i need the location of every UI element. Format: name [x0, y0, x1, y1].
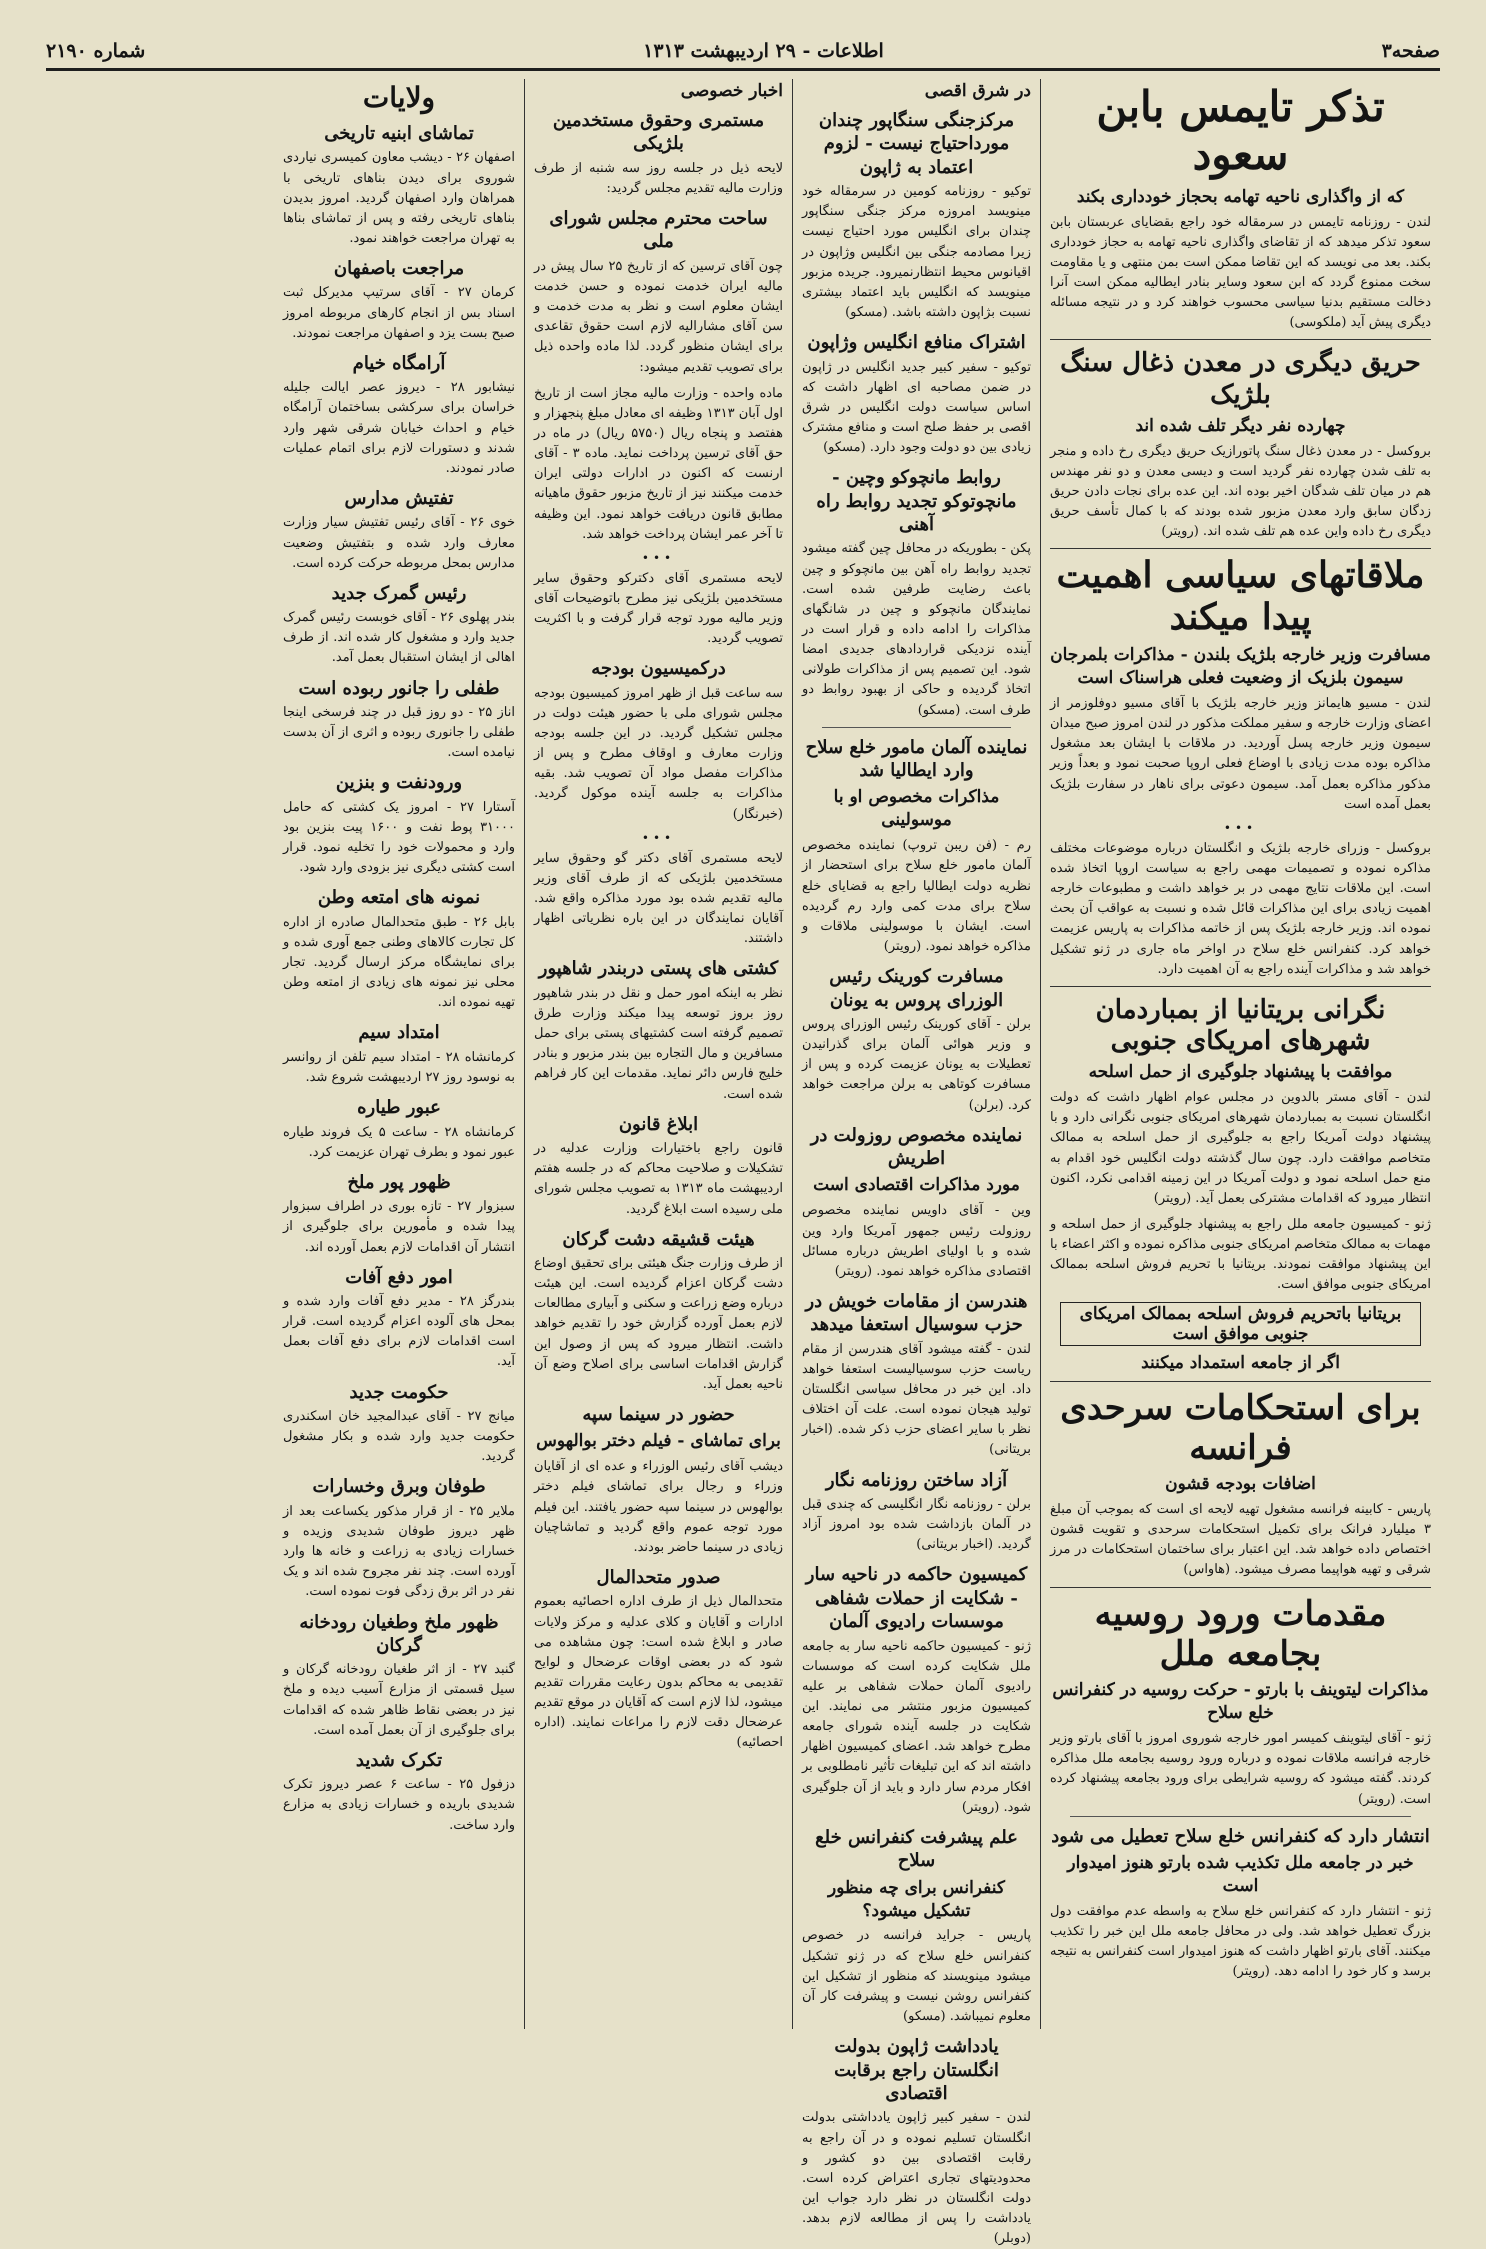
prov-return-isfahan-body: کرمان ۲۷ - آقای سرتیپ مدیرکل ثبت اسناد بس از انجام کارهای مربوطه امروز صبح بست یزد و اصفهان مراجعت نمودند. [283, 285, 515, 341]
article-south-america-headline: نگرانی بریتانیا از بمباردمان شهرهای امریکای جنوبی [1095, 994, 1386, 1057]
divider [1050, 1381, 1431, 1382]
prov-gorgan-flood-body: گنبد ۲۷ - از اثر طغیان رودخانه گرکان و سیل قسمتی از مزارع آسیب دیده و ملخ نیز در بعضی نقاط ظاهر شده که اقدامات برای جلوگیری از آن بعمل آمده است. [283, 1662, 515, 1738]
article-france-fortifications-headline: برای استحکامات سرحدی فرانسه [1060, 1387, 1421, 1469]
article-henderson-body: لندن - گفته میشود آقای هندرسن از مقام ریاست حزب سوسیالیست استعفا خواهد داد. این خبر در محافل سیاسی انگلستان تولید هیجان نموده است. علت آن اختلاف نظر با سایر اعضای حزب ذکر شده. (اخبار بریتانی) [802, 1341, 1031, 1458]
article-cinema-sepah-subhead: برای تماشای - فیلم دختر بوالهوس [536, 1431, 781, 1452]
article-belgium-mine-fire-body: بروکسل - در معدن ذغال سنگ پاتورازیک حریق دیگری رخ داده و منجر به تلف شدن چهارده نفر گردید است و دیسی معدن و دو نفر مهندس هم در میان تلف شدگان اخیر بوده اند. این عده برای نجات دادن حریق زدگان سابق وارد معدن مزبور شده بودند که با کمال تأسف حریق دیگری رخ داده واین عده هم تلف شده اند. (رویتر) [1050, 443, 1431, 540]
masthead [46, 40, 1440, 71]
prov-school-inspection-headline: تفتیش مدارس [344, 488, 454, 509]
article-gorgan-commission-body: از طرف وزارت جنگ هیئتی برای تحقیق اوضاع دشت گرکان اعزام گردیده است. این هیئت درباره وضع زراعت و سکنی و آبیاری مطالعات لازم بعمل آورده گزارش خود را تقدیم خواهد داشت. انتظار میرود که پس از وصول این گزارش اقدامات اساسی برای اصلاح وضع آن ناحیه بعمل آید. [534, 1256, 783, 1392]
article-german-envoy-subhead: مذاکرات مخصوص او با موسولینی [833, 787, 1000, 831]
prov-national-goods-headline: نمونه های امتعه وطن [317, 887, 481, 909]
section-stars: ••• [1223, 820, 1258, 835]
article-german-envoy-body: رم - (فن ریبن تروپ) نماینده مخصوص آلمان مامور خلع سلاح برای استحضار از نظریه دولت ایطالیا راجع به قضایای خلع سلاح برای مدت کمی وارد رم گردیده است. ایشان با موسولینی ملاقات و مذاکره خواهد نمود. (رویتر) [802, 838, 1031, 955]
article-south-america-body: لندن - آقای مستر بالدوین در مجلس عوام اظهار داشت که دولت انگلستان نسبت به بمباردمان شهرهای امریکای جنوبی نگرانی دارد و با پیشنهاد دولت آمریکا راجع به جلوگیری از حمل اسلحه به ممالک متخاصم موافقت دارد. چون سال گذشته دولت انگلیس خود اقدام به منع حمل اسلحه نمود و دولت آمریکا در این زمینه اقدامی نکرد، اکنون انتظار میرود که اقدامات مشترکی بعمل آید. (رویتر) [1050, 1090, 1431, 1206]
prov-national-goods-body: بابل ۲۶ - طبق متحدالمال صادره از اداره کل تجارت کالاهای وطنی جمع آوری شده و برای نمایشگاه مرکز ارسال گردید. تجار محلی نیز نمونه های زیادی از امتعه وطن تهیه نموده اند. [283, 914, 515, 1011]
article-shahpur-ships-headline: کشتی های پستی دربندر شاهپور [538, 958, 779, 980]
prov-airplane-headline: عبور طیاره [357, 1097, 441, 1119]
article-saar-headline: کمیسیون حاکمه در ناحیه سار - شکایت از حملات شفاهی موسسات رادیوی آلمان [805, 1564, 1028, 1633]
article-political-meetings-body: لندن - مسیو هایمانز وزیر خارجه بلژیک با آقای مسیو دوفلوزمر از اعضای وزارت خارجه و سفیر مملکت مذکور در لندن امروز صبح میدان سیمون وزیر خارجه پسل آوردید. در ملاقات با ایشان بعد مشغول مذاکره بوده مدت زیادی با اوضاع فعلی اروپا صحبت نمود و بعداً وزیر مذکور مذاکره بعمل آمد. سیمون دعوتی برای ناهار در سفارت بلژیک بعمل آمده است [1050, 696, 1431, 812]
prov-khayyam-tomb-body: نیشابور ۲۸ - دیروز عصر ایالت جلیله خراسان برای سرکشی بساختمان آرامگاه خیام و احداث خیابان شرقی شهر وارد شدند و دستورات لازم برای اتمام عملیات صادر نمودند. [283, 380, 515, 476]
article-anglo-japan-body: توکیو - سفیر کبیر جدید انگلیس در ژاپون در ضمن مصاحبه ای اظهار داشت که اساس سیاست دولت انگلیس در شرق اقصی بر حفظ صلح است و منافع مشترک زیادی بین دو دولت وجود دارد. (مسکو) [802, 359, 1031, 456]
column-foreign-news [1040, 79, 1440, 2029]
prov-locust-body: سبزوار ۲۷ - تازه بوری در اطراف سبزوار پیدا شده و مأمورین برای جلوگیری از انتشار آن اقدامات لازم بعمل آورده اند. [283, 1199, 515, 1255]
article-journalist-released-headline: آزاد ساختن روزنامه نگار [825, 1469, 1008, 1491]
article-france-fortifications-subhead: اضافات بودجه قشون [1165, 1474, 1316, 1495]
article-circular-body: متحدالمال ذیل از طرف اداره احصائیه بعموم ادارات و آقایان و کلای عدلیه و مرکز ولایات صادر و ابلاغ شده است: چون مشاهده می شود که در بعضی اوقات عرضحال و لوایح تقدیمی به محاکم بدون رعایت مقررات تقدیم میشود، لذا لازم است که آقایان در موقع تقدیم عرضحال دقت لازم را مراعات نمایند. (اداره احصائیه) [534, 1594, 783, 1751]
prov-storm-body: ملایر ۲۵ - از قرار مذکور یکساعت بعد از ظهر دیروز طوفان شدیدی وزیده و خسارات زیادی به زراعت و خانه ها وارد آورده است. چند نفر مجروح شده اند و یک نفر در اثر برق زدگی فوت نموده است. [283, 1503, 515, 1600]
divider [1050, 548, 1431, 549]
section-stars: ••• [641, 550, 676, 565]
article-times-ibn-saud-body: لندن - روزنامه تایمس در سرمقاله خود راجع بقضایای عربستان بابن سعود تذکر میدهد که از تقاضای واگذاری ناحیه تهامه به حجاز خودداری بکند. بعد می نویسد که این تقاضا ممکن است بمن منتهی و یا مقاومت سخت ممنوع گردد که ابن سعود وسایر بنادر ایطالیه ممکن است آنرا دخالت مستقیم بدنیا سیاسی محسوب خواهند کرد و در نتیجه مسائله دیگری پیش آید (ملکوسی) [1050, 214, 1431, 331]
article-circular-headline: صدور متحدالمال [596, 1567, 721, 1589]
article-roosevelt-austria-body: وین - آقای داویس نماینده مخصوص روزولت رئیس جمهور آمریکا وارد وین شده و با اولیای اطریش درباره مسائل اقتصادی مذاکره خواهد نمود. (رویتر) [802, 1203, 1031, 1279]
prov-locust-headline: ظهور پور ملخ [347, 1171, 451, 1193]
section-stars: ••• [641, 830, 676, 845]
divider [822, 727, 1011, 728]
prov-storm-headline: طوفان وبرق وخسارات [312, 1476, 486, 1498]
article-south-america-subhead: موافقت با پیشنهاد جلوگیری از حمل اسلحه [1088, 1062, 1393, 1083]
article-belgian-pensions-body: لایحه ذیل در جلسه روز سه شنبه از طرف وزارت مالیه تقدیم مجلس گردید: [534, 160, 783, 196]
prov-return-isfahan-headline: مراجعت باصفهان [333, 258, 465, 280]
prov-historic-monuments-body: اصفهان ۲۶ - دیشب معاون کمیسری نیاردی شوروی برای دیدن بناهای تاریخی با همراهان وارد اصفهان گردید. امروز بدیدن بناهای تاریخی رفته و پس از تماشای بناها به تهران مراجعت خواهند نمود. [283, 150, 515, 246]
article-manchukuo-headline: روابط مانچوکو وچین - مانچوتوکو تجدید روابط راه آهنی [816, 467, 1017, 536]
article-budget-commission-body-2: لایحه مستمری آقای دکتر گو وحقوق سایر مستخدمین بلژیکی که از طرف آقای وزیر مالیه تقدیم شده بود مورد مذاکره واقع شد. آقایان نمایندگان در این باره نظریاتی اظهار داشتند. [534, 850, 783, 947]
prov-hail-body: دزفول ۲۵ - ساعت ۶ عصر دیروز تکرک شدیدی باریده و خسارات زیادی به مزارع وارد ساخت. [283, 1777, 516, 1833]
column-private-news-title: اخبار خصوصی [680, 81, 783, 101]
article-south-america-body-2: ژنو - کمیسیون جامعه ملل راجع به پیشنهاد جلوگیری از حمل اسلحه و مهمات به ممالک متخاصم امریکای جنوبی مذاکره نموده و اکثر اعضاء با این پیشنهاد موافقت نمودند. بریتانیا با تحریم فروش اسلحه بممالک امریکای جنوبی موافق است. [1050, 1217, 1431, 1293]
prov-wire-body: کرمانشاه ۲۸ - امتداد سیم تلفن از روانسر به نوسود روز ۲۷ اردیبهشت شروع شد. [283, 1049, 516, 1086]
article-roosevelt-austria-subhead: مورد مذاکرات اقتصادی است [813, 1175, 1020, 1196]
issue-number: شماره ۲۱۹۰ [46, 40, 146, 62]
article-singapore-headline: مرکزجنگی سنگاپور چندان مورداحتیاج نیست - لزوم اعتماد به ژاپون [818, 110, 1015, 178]
article-belgium-mine-fire-subhead: چهارده نفر دیگر تلف شده اند [1135, 415, 1346, 436]
article-times-ibn-saud-subhead: که از واگذاری ناحیه تهامه بحجاز خودداری بکند [1076, 186, 1405, 207]
article-cinema-sepah-headline: حضور در سینما سپه [582, 1404, 735, 1426]
article-singapore-body: توکیو - روزنامه کومین در سرمقاله خود مینویسد امروزه مرکز جنگی سنگاپور چندان برای انگلیس مورد احتیاج نیست زیرا مصادمه جنگی بین انگلیس وژاپون در اقیانوس محیط انتظارنمیرود. جریده مزبور مینویسد که انگلیس باید اعتماد بیشتری نسبت بژاپون داشته باشد. (مسکو) [802, 184, 1031, 321]
article-disarmament-progress-body: پاریس - جراید فرانسه در خصوص کنفرانس خلع سلاح که در ژنو تشکیل میشود مینویسند که منظور از تشکیل این کنفرانس روشن نیست و پیشرفت کار آن معلوم نمیباشد. (مسکو) [802, 1928, 1031, 2025]
column-provinces-title: ولایات [362, 81, 436, 114]
article-goering-greece-headline: مسافرت کورینک رئیس الوزرای پروس به یونان [829, 966, 1004, 1011]
article-anglo-japan-headline: اشتراک منافع انگلیس وژاپون [807, 332, 1026, 354]
article-manchukuo-body: پکن - بطوریکه در محافل چین گفته میشود تجدید روابط راه آهن بین مانچوکو و چین باعث رضایت طرفین شده است. نمایندگان مانچوکو و چین در شانگهای مذاکرات را ادامه داده و قرار است در آینده نزدیکی قراردادهای جدیدی امضا شود. این تصمیم پس از مذاکرات طولانی اتخاذ گردیده و حاکی از بهبود روابط دو طرف است. (مسکو) [802, 541, 1031, 718]
columns [46, 79, 1440, 2247]
article-russia-league-headline: مقدمات ورود روسیه بجامعه ملل [1094, 1593, 1387, 1675]
article-belgian-pensions-headline: مستمری وحقوق مستخدمین بلژیکی [552, 110, 765, 155]
page-number: صفحه۳ [1381, 40, 1440, 62]
article-roosevelt-austria-headline: نماینده مخصوص روزولت در اطریش [810, 1124, 1023, 1170]
paper-date: اطلاعات - ۲۹ اردیبهشت ۱۳۱۳ [643, 40, 884, 62]
divider [1050, 1587, 1431, 1588]
article-south-america-box-subhead: اگر از جامعه استمداد میکنند [1141, 1352, 1340, 1373]
prov-pest-control-body: بندرگز ۲۸ - مدیر دفع آفات وارد شده و بمحل های آلوده اعزام گردیده است. قرار است اقدامات لازم برای دفع آفات بعمل آید. [283, 1294, 515, 1370]
article-france-fortifications-body: پاریس - کابینه فرانسه مشغول تهیه لایحه ای است که بموجب آن مبلغ ۳ میلیارد فرانک برای تکمیل استحکامات سرحدی و تقویت قشون اختصاص داده خواهد شد. این اعتبار برای ساختمان استحکامات در مرز شرقی و تهیه هواپیما مصرف میشود. (هاواس) [1050, 1502, 1431, 1578]
article-saar-body: ژنو - کمیسیون حاکمه ناحیه سار به جامعه ملل شکایت کرده است که موسسات رادیوی آلمان حملات شفاهی بر علیه کمیسیون مزبور منتشر می نمایند. این شکایت در جلسه آینده شورای جامعه مطرح خواهد شد. اعضای کمیسیون اظهار داشته اند که این تبلیغات تأثیر نامطلوبی بر افکار مردم سار دارد و باید از آن جلوگیری شود. (رویتر) [802, 1638, 1031, 1815]
prov-hail-headline: تکرک شدید [355, 1749, 443, 1771]
column-private-news [524, 79, 792, 2029]
prov-gorgan-flood-headline: ظهور ملخ وطغیان رودخانه گرکان [299, 1611, 499, 1656]
article-law-notification-body: قانون راجع باختیارات وزارت عدلیه در تشکیلات و صلاحیت محاکم که در جلسه هفتم اردیبهشت ماه ۱۳۱۳ به تصویب مجلس شورای ملی رسیده است ابلاغ گردید. [534, 1141, 784, 1217]
article-russia-league-subhead: مذاکرات لیتوینف با بارتو - حرکت روسیه در کنفرانس خلع سلاح [1052, 1680, 1429, 1724]
article-majlis-body-3: لایحه مستمری آقای دکترکو وحقوق سایر مستخدمین بلژیکی نیز مطرح باتوضیحات آقای وزیر مالیه مورد توجه قرار گرفت و با اکثریت تصویب گردید. [534, 570, 783, 647]
divider [1050, 986, 1431, 987]
column-provinces [274, 79, 524, 2029]
article-law-notification-headline: ابلاغ قانون [618, 1113, 699, 1135]
prov-customs-chief-body: بندر پهلوی ۲۶ - آقای خوبست رئیس گمرک جدید وارد و مشغول کار شده اند. از طرف اهالی از ایشان استقبال بعمل آمد. [283, 610, 516, 666]
article-majlis-headline: ساحت محترم مجلس شورای ملی [549, 208, 768, 253]
article-goering-greece-body: برلن - آقای کورینک رئیس الوزرای پروس و وزیر هوائی آلمان برای گذرانیدن تعطیلات به یونان عزیمت کرده و پس از مسافرت کوتاهی به برلن مراجعت خواهد کرد. (برلن) [802, 1016, 1031, 1113]
article-disarmament-conference-headline: انتشار دارد که کنفرانس خلع سلاح تعطیل می شود [1051, 1825, 1430, 1847]
article-times-ibn-saud-headline: تذکر تایمس بابن سعود [1096, 82, 1385, 180]
prov-new-governor-body: میانج ۲۷ - آقای عبدالمجید خان اسکندری حکومت جدید وارد شده و بکار مشغول گردید. [283, 1408, 515, 1465]
prov-oil-petrol-body: آستارا ۲۷ - امروز یک کشتی که حامل ۳۱۰۰۰ پوط نفت و ۱۶۰۰ پیت بنزین بود وارد و محمولات خود را تخلیه نمود. قرار است کشتی دیگری نیز بزودی وارد شود. [283, 799, 515, 876]
article-political-meetings-body-2: بروکسل - وزرای خارجه بلژیک و انگلستان درباره موضوعات مختلف مذاکره نموده و تصمیمات مهمی راجع به سیاست اروپا اتخاذ شده است. این ملاقات نتایج مهمی در بر خواهد داشت و مطبوعات خارجه اهمیت زیادی برای این مذاکرات قائل شده و نسبت به عواقب آن بحث نموده اند. وزیر خارجه بلژیک پس از خاتمه مذاکرات به پاریس عزیمت خواهد کرد. کنفرانس خلع سلاح در اواخر ماه جاری در ژنو تشکیل خواهد شد و مذاکرات آینده راجع به آن اهمیت دارد. [1050, 840, 1431, 977]
divider [1070, 1816, 1411, 1817]
article-disarmament-conference-body: ژنو - انتشار دارد که کنفرانس خلع سلاح به واسطه عدم موافقت دول بزرگ تعطیل خواهد شد. ولی در محافل جامعه ملل این خبر را تکذیب میکنند. آقای بارتو اظهار داشت که هنوز امیدوار است کنفرانس به نتیجه برسد و کار خود را ادامه دهد. (رویتر) [1050, 1903, 1431, 1980]
prov-khayyam-tomb-headline: آرامگاه خیام [352, 352, 446, 374]
prov-new-governor-headline: حکومت جدید [349, 1381, 449, 1403]
prov-customs-chief-headline: رئیس گمرک جدید [331, 582, 467, 604]
article-german-envoy-headline: نماینده آلمان مامور خلع سلاح وارد ایطالیا شد [805, 736, 1028, 782]
prov-oil-petrol-headline: ورودنفت و بنزین [335, 772, 463, 794]
article-henderson-headline: هندرسن از مقامات خویش در حزب سوسیال استعفا میدهد [805, 1290, 1028, 1336]
prov-child-taken-body: اناز ۲۵ - دو روز قبل در چند فرسخی اینجا طفلی را جانوری ربوده و اثری از آن بدست نیامده است. [283, 705, 515, 761]
article-belgium-mine-fire-headline: حریق دیگری در معدن ذغال سنگ بلژیک [1060, 348, 1421, 410]
article-japan-note-headline: یادداشت ژاپون بدولت انگلستان راجع برقابت اقتصادی [834, 2036, 999, 2104]
article-cinema-sepah-body: دیشب آقای رئیس الوزراء و عده ای از آقایان وزراء و رجال برای تماشای فیلم دختر بوالهوس در سینما سپه حضور یافتند. این فیلم مورد توجه عموم واقع گردید و تماشاچیان زیادی در سینما حاضر بودند. [534, 1459, 783, 1555]
article-political-meetings-headline: ملاقاتهای سیاسی اهمیت پیدا میکند [1056, 554, 1425, 638]
article-disarmament-progress-headline: علم پیشرفت کنفرانس خلع سلاح [815, 1826, 1018, 1872]
article-budget-commission-body: سه ساعت قبل از ظهر امروز کمیسیون بودجه مجلس شورای ملی با حضور هیئت دولت در مجلس تشکیل گردید. در این جلسه بودجه وزارت معارف و اوقاف مطرح و پس از مذاکرات مفصل مواد آن تصویب شد. بقیه مذاکرات به جلسه آینده موکول گردید. (خبرنگار) [534, 685, 783, 822]
article-majlis-body-2: ماده واحده - وزارت مالیه مجاز است از تاریخ اول آبان ۱۳۱۳ وظیفه ای معادل مبلغ پنجهزار و هفتصد و پنجاه ریال (۵۷۵۰ ریال) در ماه در حق آقای ترسین پرداخت نماید. ماده ۳ - آقای ارنست که اکنون در ادارات دولتی ایران خدمت میکنند نیز از تاریخ مزبور حقوق ماهیانه مطابق قانون دریافت خواهد نمود. این وظیفه تا آخر عمر ایشان پرداخت خواهد شد. [534, 385, 783, 542]
prov-airplane-body: کرمانشاه ۲۸ - ساعت ۵ یک فروند طیاره عبور نمود و بطرف تهران عزیمت کرد. [283, 1124, 516, 1160]
article-budget-commission-headline: درکمیسیون بودجه [591, 658, 726, 680]
article-disarmament-progress-subhead: کنفرانس برای چه منظور تشکیل میشود؟ [827, 1877, 1006, 1921]
article-south-america-box-headline: بریتانیا باتحریم فروش اسلحه بممالک امریکای جنوبی موافق است [1060, 1302, 1421, 1346]
article-journalist-released-body: برلن - روزنامه نگار انگلیسی که چندی قبل در آلمان بازداشت شده بود امروز آزاد گردید. (اخبار بریتانی) [802, 1496, 1031, 1553]
article-russia-league-body: ژنو - آقای لیتوینف کمیسر امور خارجه شوروی امروز با آقای بارتو وزیر خارجه فرانسه ملاقات نموده و درباره ورود روسیه بجامعه ملل مذاکره کردند. گفته میشود که روسیه شرایطی برای ورود بجامعه پیشنهاد کرده است. (رویتر) [1050, 1731, 1431, 1807]
article-majlis-body: چون آقای ترسین که از تاریخ ۲۵ سال پیش در مالیه ایران خدمت نموده و حسن خدمت ایشان معلوم است و نظر به مدت خدمت و سن آقای مشارالیه لازم است حقوق تقاعدی برای ایشان منظور گردد. لذا ماده واحده ذیل برای تصویب تقدیم میشود: [534, 258, 783, 375]
prov-school-inspection-body: خوی ۲۶ - آقای رئیس تفتیش سیار وزارت معارف وارد شده و بتفتیش وضعیت مدارس بمحل مربوطه حرکت کرده است. [283, 515, 515, 571]
prov-wire-headline: امتداد سیم [358, 1022, 440, 1044]
divider [1050, 339, 1431, 340]
article-political-meetings-subhead: مسافرت وزیر خارجه بلژیک بلندن - مذاکرات بلمرجان سیمون بلزیک از وضعیت فعلی هراسناک است [1050, 645, 1431, 689]
column-far-east [792, 79, 1040, 2247]
article-japan-note-body: لندن - سفیر کبیر ژاپون یادداشتی بدولت انگلستان تسلیم نموده و در آن راجع به رقابت اقتصادی بین دو کشور و محدودیتهای تجاری اعتراض کرده است. دولت انگلستان در نظر دارد جواب این یادداشت را پس از مطالعه لازم بدهد. (دوبلر) [802, 2110, 1031, 2247]
prov-child-taken-headline: طفلی را جانور ربوده است [298, 677, 500, 699]
column-far-east-title: در شرق اقصی [924, 81, 1031, 101]
prov-pest-control-headline: امور دفع آفات [345, 1266, 453, 1288]
article-shahpur-ships-body: نظر به اینکه امور حمل و نقل در بندر شاهپور روز بروز توسعه پیدا میکند وزارت طرق تصمیم گرفته است کشتیهای پستی برای حمل مسافرین و مال التجاره بین بندر مزبور و بنادر خلیج فارس دائر نماید. مقدمات این کار فراهم شده است. [534, 985, 783, 1102]
article-gorgan-commission-headline: هیئت قشیقه دشت گرکان [562, 1228, 755, 1250]
prov-historic-monuments-headline: تماشای ابنیه تاریخی [324, 123, 474, 144]
article-disarmament-conference-subhead: خبر در جامعه ملل تکذیب شده بارتو هنوز امیدوار است [1067, 1853, 1414, 1896]
